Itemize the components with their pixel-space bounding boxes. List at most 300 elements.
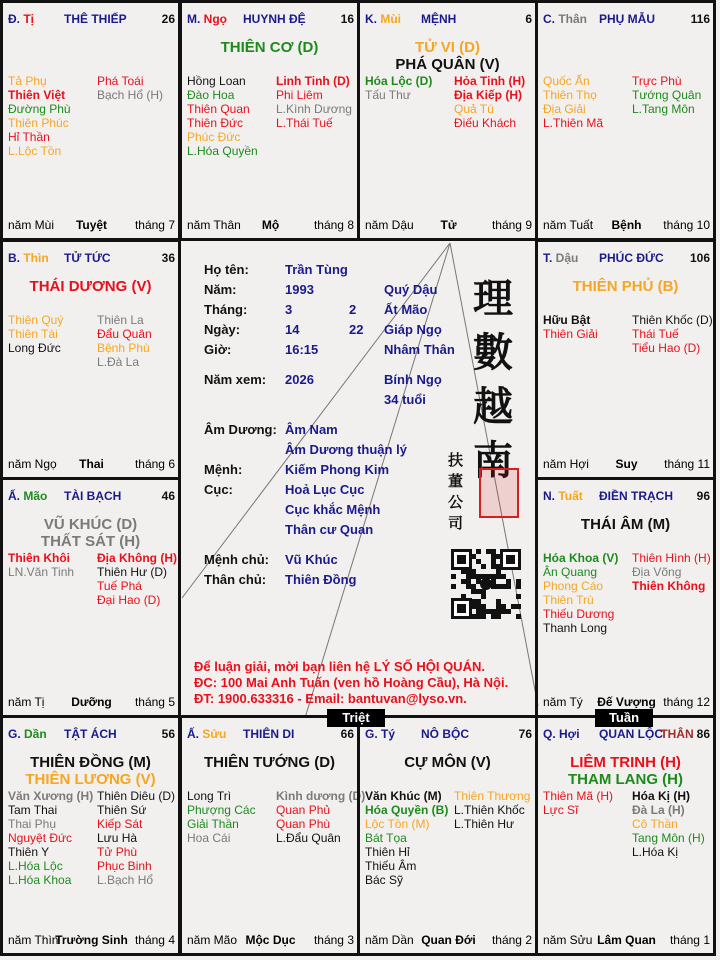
star: Thiên Không — [632, 579, 706, 593]
palace-footer — [187, 933, 354, 947]
star: Hóa Quyền (B) — [365, 803, 449, 817]
stars-right — [454, 74, 542, 130]
star: Địa Không (H) — [97, 551, 177, 565]
palace-footer — [8, 933, 175, 947]
palace-age — [690, 251, 710, 265]
palace-chi: Hợi — [559, 727, 580, 741]
palace-can: N. — [543, 489, 559, 503]
stars-left — [365, 789, 453, 887]
star: Tiểu Hao (D) — [632, 341, 701, 355]
palace-footer — [543, 933, 710, 947]
star: Tấu Thư — [365, 88, 411, 102]
star: Thiên Quý — [8, 313, 64, 327]
palace-nô-bộc — [357, 715, 538, 956]
star: Tướng Quân — [632, 88, 702, 102]
main-stars — [3, 278, 178, 295]
star: L.Thiên Mã — [543, 116, 604, 130]
palace-stage: Suy — [615, 457, 638, 471]
main-star: THẤT SÁT (H) — [40, 533, 141, 550]
star: Thiếu Dương — [543, 607, 615, 621]
star: Tang Môn (H) — [632, 831, 705, 845]
star: Tam Thai — [8, 803, 58, 817]
star: Đào Hoa — [187, 88, 235, 102]
palace-name: PHÚC ĐỨC — [599, 251, 664, 265]
info-value: 1993 — [285, 282, 314, 297]
palace-month: tháng 8 — [313, 218, 354, 232]
palace-name: HUYNH ĐỆ — [243, 12, 306, 26]
star: Đại Hao (D) — [97, 593, 161, 607]
palace-header — [543, 12, 710, 28]
palace-header — [365, 727, 532, 743]
main-star: THIÊN PHỦ (B) — [572, 278, 679, 295]
star: L.Kình Dương — [276, 102, 352, 116]
palace-chi: Mùi — [380, 12, 402, 26]
info-value: 3 — [285, 302, 293, 317]
star: Phúc Đức — [187, 130, 241, 144]
palace-year: năm Sửu — [543, 933, 593, 947]
palace-month: tháng 2 — [491, 933, 532, 947]
palace-can: Đ. — [8, 12, 24, 26]
palace-can: B. — [8, 251, 24, 265]
palace-year: năm Tị — [8, 695, 45, 709]
info-canchi: Nhâm Thân — [384, 342, 455, 357]
palace-name: ĐIỀN TRẠCH — [599, 489, 673, 503]
star: Nguyệt Đức — [8, 831, 73, 845]
palace-year: năm Thìn — [8, 933, 59, 947]
palace-can: G. — [8, 727, 25, 741]
star: Kình dương (D) — [276, 789, 366, 803]
stars-right — [632, 74, 720, 116]
star: Thiên Tài — [8, 327, 58, 341]
palace-name: THIÊN DI — [243, 727, 295, 741]
star: Phá Toái — [97, 74, 144, 88]
palace-month: tháng 5 — [134, 695, 175, 709]
palace-footer — [8, 695, 175, 709]
contact-line: ĐT: 1900.633316 - Email: bantuvan@lyso.vn. — [194, 691, 467, 706]
palace-can: G. — [365, 727, 382, 741]
palace-footer — [187, 218, 354, 232]
star: Quan Phù — [276, 817, 331, 831]
contact-info — [194, 659, 508, 707]
palace-header — [8, 251, 175, 267]
main-stars — [538, 516, 713, 533]
star: Hồng Loan — [187, 74, 246, 88]
palace-can-chi — [365, 727, 395, 741]
palace-chi: Tị — [23, 12, 35, 26]
star: L.Đẩu Quân — [276, 831, 341, 845]
palace-name: TỬ TỨC — [64, 251, 111, 265]
age-value: 116 — [690, 12, 710, 26]
palace-can-chi — [543, 251, 578, 265]
star: Hóa Kị (H) — [632, 789, 690, 803]
main-stars — [3, 516, 178, 550]
info-value: Cục khắc Mệnh — [285, 502, 381, 517]
main-star: VŨ KHÚC (D) — [43, 516, 138, 533]
palace-footer — [543, 695, 710, 709]
star: L.Hóa Lộc — [8, 859, 63, 873]
main-star: THIÊN ĐỒNG (M) — [30, 754, 151, 771]
star: Thái Tuế — [632, 327, 679, 341]
age-value: 86 — [696, 727, 710, 741]
main-star: CỰ MÔN (V) — [404, 754, 491, 771]
star: Bệnh Phù — [97, 341, 150, 355]
palace-header — [365, 12, 532, 28]
info-label: Năm: — [204, 282, 237, 297]
main-star: THÁI ÂM (M) — [580, 516, 671, 533]
palace-header — [187, 12, 354, 28]
palace-chi: Tuất — [558, 489, 583, 503]
info-canchi: Quý Dậu — [384, 282, 438, 297]
star: Tuế Phá — [97, 579, 142, 593]
star: Thai Phụ — [8, 817, 57, 831]
star: L.Hóa Khoa — [8, 873, 72, 887]
stars-right — [276, 789, 364, 845]
star: Phi Liêm — [276, 88, 323, 102]
info-value: Hoả Lục Cục — [285, 482, 365, 497]
palace-can: Ấ. — [187, 727, 203, 741]
star: Thiên Khôi — [8, 551, 70, 565]
stars-right — [276, 74, 364, 130]
palace-chi: Tý — [381, 727, 396, 741]
star: Phong Cáo — [543, 579, 604, 593]
age-value: 6 — [525, 12, 532, 26]
star: L.Thiên Hư — [454, 817, 515, 831]
stars-right — [632, 313, 720, 355]
palace-age — [519, 727, 532, 741]
palace-stage: Đế Vượng — [597, 695, 656, 709]
contact-line: Để luận giải, mời bạn liên hệ LÝ SỐ HỘI QUÁN. — [194, 659, 485, 674]
star: L.Hóa Kị — [632, 845, 679, 859]
palace-can-chi — [8, 727, 47, 741]
star: Trực Phù — [632, 74, 682, 88]
star: L.Đà La — [97, 355, 140, 369]
star: Lực Sĩ — [543, 803, 579, 817]
star: L.Tang Môn — [632, 102, 695, 116]
palace-year: năm Thân — [187, 218, 241, 232]
tuan-marker: Tuần — [595, 709, 653, 727]
main-star: THÁI DƯƠNG (V) — [29, 278, 152, 295]
info-value: Âm Dương thuận lý — [285, 442, 407, 457]
star: Quan Phủ — [276, 803, 331, 817]
star: Thiên Mã (H) — [543, 789, 614, 803]
info-value: Kiếm Phong Kim — [285, 462, 390, 477]
palace-stage: Mộ — [261, 218, 280, 232]
palace-can-chi — [543, 727, 580, 741]
main-star: THAM LANG (H) — [568, 771, 683, 788]
star: Thiên Quan — [187, 102, 250, 116]
main-stars — [182, 754, 357, 771]
than-marker: THÂN — [660, 727, 694, 741]
palace-thê-thiếp — [0, 0, 181, 241]
palace-can: T. — [543, 251, 556, 265]
info-lunar-value: 22 — [349, 322, 364, 337]
star: Thiên Hỉ — [365, 845, 410, 859]
info-label: Thân chủ: — [204, 572, 267, 587]
info-label: Cục: — [204, 482, 233, 497]
main-star: TỬ VI (D) — [415, 39, 480, 56]
info-value: 16:15 — [285, 342, 319, 357]
star: Giải Thần — [187, 817, 239, 831]
star: Phượng Các — [187, 803, 256, 817]
star: Đà La (H) — [632, 803, 685, 817]
palace-footer — [543, 218, 710, 232]
palace-header — [8, 12, 175, 28]
age-value: 16 — [340, 12, 354, 26]
stars-left — [543, 74, 631, 130]
star: Long Trì — [187, 789, 232, 803]
calligraphy-small: 扶董公司 — [448, 451, 464, 532]
palace-age — [341, 727, 354, 741]
palace-year: năm Tý — [543, 695, 583, 709]
star: Tả Phụ — [8, 74, 47, 88]
triet-marker: Triệt — [327, 709, 385, 727]
palace-name: MỆNH — [421, 12, 457, 26]
info-value: Vũ Khúc — [285, 552, 338, 567]
info-canchi: 34 tuổi — [384, 392, 426, 407]
palace-tài-bạch — [0, 477, 181, 718]
palace-header — [8, 727, 175, 743]
stars-left — [8, 551, 96, 579]
palace-can-chi — [8, 251, 49, 265]
star: Thiên La — [97, 313, 144, 327]
star: Thiên Thọ — [543, 88, 597, 102]
stars-left — [187, 74, 275, 158]
palace-điền-trạch — [535, 477, 716, 718]
stars-left — [543, 789, 631, 817]
main-star: LIÊM TRINH (H) — [570, 754, 681, 771]
qr-code — [451, 549, 521, 619]
star: Thiên Sứ — [97, 803, 147, 817]
palace-month: tháng 12 — [663, 695, 710, 709]
star: Phục Binh — [97, 859, 152, 873]
palace-can-chi — [8, 12, 34, 26]
stars-left — [543, 551, 631, 635]
palace-age — [162, 489, 175, 503]
star: Thiên Phúc — [8, 116, 69, 130]
palace-can: C. — [543, 12, 559, 26]
palace-can-chi — [543, 12, 587, 26]
age-value: 26 — [161, 12, 175, 26]
palace-quan-lộc — [535, 715, 716, 956]
palace-huynh-đệ — [179, 0, 360, 241]
palace-header — [187, 727, 354, 743]
star: Bát Tọa — [365, 831, 407, 845]
star: L.Hóa Quyền — [187, 144, 258, 158]
palace-month: tháng 6 — [134, 457, 175, 471]
info-value: 2026 — [285, 372, 314, 387]
info-label: Họ tên: — [204, 262, 249, 277]
age-value: 106 — [689, 251, 710, 265]
palace-chi: Dần — [24, 727, 47, 741]
stars-right — [97, 551, 185, 607]
main-star: THIÊN CƠ (D) — [220, 39, 319, 56]
info-label: Ngày: — [204, 322, 241, 337]
age-value: 96 — [696, 489, 710, 503]
palace-can: K. — [365, 12, 381, 26]
star: Lộc Tồn (M) — [365, 817, 430, 831]
age-value: 46 — [161, 489, 175, 503]
palace-tật-ách — [0, 715, 181, 956]
info-lunar-value: 2 — [349, 302, 357, 317]
star: Bác Sỹ — [365, 873, 404, 887]
star: Thiên Hình (H) — [632, 551, 711, 565]
info-label: Tháng: — [204, 302, 248, 317]
info-label: Mệnh chủ: — [204, 552, 269, 567]
star: Thiên Trù — [543, 593, 594, 607]
main-stars — [3, 754, 178, 788]
stars-right — [632, 551, 720, 593]
star: Quả Tú — [454, 102, 494, 116]
star: Hỉ Thần — [8, 130, 50, 144]
star: Thanh Long — [543, 621, 608, 635]
calligraphy: 理數越南 — [473, 275, 513, 484]
palace-footer — [543, 457, 710, 471]
star: Long Đức — [8, 341, 61, 355]
star: Văn Khúc (M) — [365, 789, 442, 803]
palace-name: PHỤ MẪU — [599, 12, 655, 26]
age-value: 56 — [161, 727, 175, 741]
palace-age — [660, 727, 710, 741]
palace-stage: Thai — [79, 457, 104, 471]
palace-header — [543, 489, 710, 505]
star: Thiên Đức — [187, 116, 244, 130]
stars-right — [454, 789, 542, 831]
palace-can: M. — [187, 12, 204, 26]
star: LN.Văn Tinh — [8, 565, 75, 579]
star: Tử Phù — [97, 845, 138, 859]
palace-month: tháng 7 — [134, 218, 175, 232]
star: Hóa Lộc (D) — [365, 74, 433, 88]
palace-chi: Sửu — [202, 727, 227, 741]
main-star: THIÊN TƯỚNG (D) — [203, 754, 336, 771]
star: Điếu Khách — [454, 116, 517, 130]
star: Cô Thần — [632, 817, 678, 831]
palace-year: năm Ngọ — [8, 457, 57, 471]
info-label: Âm Dương: — [204, 422, 277, 437]
palace-can-chi — [365, 12, 401, 26]
palace-stage: Tuyệt — [75, 218, 108, 232]
palace-name: THÊ THIẾP — [64, 12, 127, 26]
star: Kiếp Sát — [97, 817, 143, 831]
palace-can-chi — [8, 489, 47, 503]
palace-can-chi — [543, 489, 583, 503]
star: Đẩu Quân — [97, 327, 152, 341]
palace-footer — [365, 933, 532, 947]
star: Hóa Khoa (V) — [543, 551, 619, 565]
info-canchi: Giáp Ngọ — [384, 322, 442, 337]
star: Thiếu Âm — [365, 859, 417, 873]
stars-right — [632, 789, 720, 859]
palace-header — [543, 251, 710, 267]
palace-footer — [8, 218, 175, 232]
main-star: THIÊN LƯƠNG (V) — [25, 771, 156, 788]
palace-age — [162, 727, 175, 741]
palace-name: NÔ BỘC — [421, 727, 469, 741]
info-label: Năm xem: — [204, 372, 267, 387]
palace-month: tháng 1 — [669, 933, 710, 947]
star: Hữu Bật — [543, 313, 591, 327]
stars-left — [8, 74, 96, 158]
palace-month: tháng 3 — [313, 933, 354, 947]
palace-month: tháng 10 — [663, 218, 710, 232]
palace-chi: Thân — [558, 12, 588, 26]
star: Quốc Ấn — [543, 74, 590, 88]
contact-line: ĐC: 100 Mai Anh Tuấn (ven hồ Hoàng Cầu), Hà Nội. — [194, 675, 509, 690]
palace-name: TẬT ÁCH — [64, 727, 117, 741]
palace-mệnh — [357, 0, 538, 241]
palace-year: năm Tuất — [543, 218, 594, 232]
main-stars — [538, 754, 713, 788]
stars-left — [365, 74, 453, 102]
red-seal — [479, 468, 519, 518]
palace-stage: Quan Đới — [421, 933, 476, 947]
star: Thiên Việt — [8, 88, 66, 102]
palace-year: năm Mão — [187, 933, 238, 947]
info-value: Thiên Đồng — [285, 572, 357, 587]
star: Linh Tinh (D) — [276, 74, 350, 88]
age-value: 76 — [518, 727, 532, 741]
palace-can: Ấ. — [8, 489, 24, 503]
star: Địa Kiếp (H) — [454, 88, 523, 102]
info-label: Mệnh: — [204, 462, 243, 477]
main-stars — [360, 754, 535, 771]
star: L.Thái Tuế — [276, 116, 333, 130]
star: L.Lộc Tồn — [8, 144, 62, 158]
stars-right — [97, 313, 185, 369]
star: Thiên Diêu (D) — [97, 789, 176, 803]
palace-header — [8, 489, 175, 505]
star: Đường Phù — [8, 102, 71, 116]
info-label: Giờ: — [204, 342, 232, 357]
palace-month: tháng 4 — [134, 933, 175, 947]
star: Địa Giải — [543, 102, 586, 116]
main-stars — [182, 39, 357, 56]
palace-stage: Lâm Quan — [597, 933, 656, 947]
info-value: 14 — [285, 322, 300, 337]
star: Thiên Khốc (D) — [632, 313, 713, 327]
main-stars — [360, 39, 535, 73]
palace-name: TÀI BẠCH — [64, 489, 122, 503]
star: Thiên Giải — [543, 327, 598, 341]
info-canchi: Bính Ngọ — [384, 372, 442, 387]
star: Lưu Hà — [97, 831, 138, 845]
stars-left — [8, 313, 96, 355]
palace-stage: Tử — [440, 218, 457, 232]
palace-name: QUAN LỘC — [599, 727, 663, 741]
star: Hỏa Tinh (H) — [454, 74, 526, 88]
star: Địa Võng — [632, 565, 682, 579]
palace-can: Q. — [543, 727, 560, 741]
palace-stage: Mộc Dục — [245, 933, 296, 947]
star: Bạch Hổ (H) — [97, 88, 164, 102]
palace-year: năm Hợi — [543, 457, 589, 471]
palace-chi: Ngọ — [203, 12, 227, 26]
main-star: PHÁ QUÂN (V) — [395, 56, 500, 73]
palace-year: năm Dần — [365, 933, 414, 947]
star: Thiên Thương — [454, 789, 531, 803]
palace-footer — [8, 457, 175, 471]
info-value: Thân cư Quan — [285, 522, 374, 537]
star: Thiên Hư (D) — [97, 565, 168, 579]
palace-can-chi — [187, 727, 226, 741]
stars-left — [187, 789, 275, 845]
palace-phụ-mẫu — [535, 0, 716, 241]
palace-stage: Dưỡng — [71, 695, 112, 709]
star: Văn Xương (H) — [8, 789, 94, 803]
palace-tử-tức — [0, 239, 181, 480]
info-canchi: Ất Mão — [384, 302, 428, 317]
palace-year: năm Mùi — [8, 218, 55, 232]
